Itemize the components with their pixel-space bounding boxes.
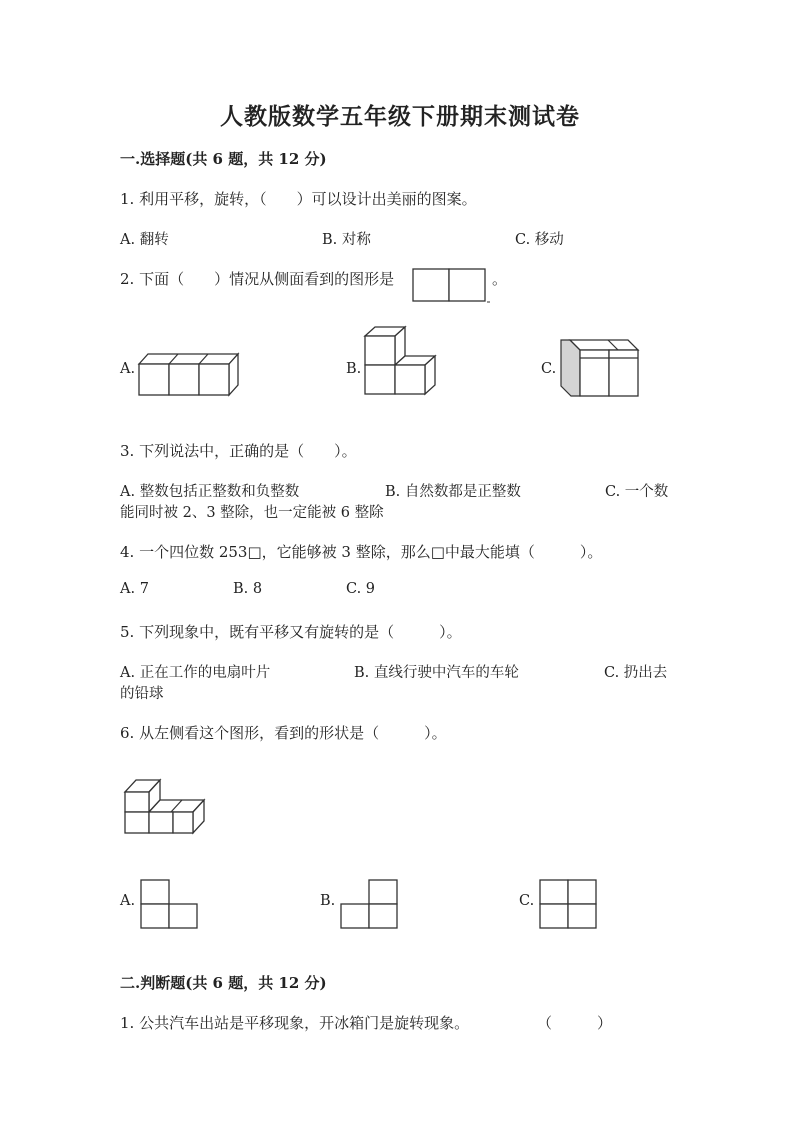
- question-4-option-b[interactable]: B. 8: [233, 581, 263, 597]
- question-1-option-b[interactable]: B. 对称: [322, 232, 371, 248]
- question-2-option-a[interactable]: A.: [120, 361, 136, 377]
- question-5-stem: 5. 下列现象中，既有平移又有旋转的是（ ）。: [120, 623, 462, 641]
- judgement-1-stem: 1. 公共汽车出站是平移现象，开冰箱门是旋转现象。: [120, 1014, 470, 1032]
- question-1-stem: 1. 利用平移，旋转，（ ）可以设计出美丽的图案。: [120, 190, 477, 208]
- question-5-option-c-continuation: 的铅球: [120, 686, 164, 702]
- question-6-option-c-figure: [539, 879, 599, 931]
- question-5-option-b[interactable]: B. 直线行驶中汽车的车轮: [354, 665, 519, 681]
- question-3-option-a[interactable]: A. 整数包括正整数和负整数: [120, 484, 300, 500]
- question-2-option-a-figure: [138, 352, 240, 396]
- question-2-option-b[interactable]: B.: [346, 361, 362, 377]
- judgement-1-answer-blank[interactable]: （ ）: [537, 1014, 613, 1032]
- question-6-option-a-figure: [140, 879, 200, 931]
- question-2-option-b-figure: [362, 326, 438, 396]
- question-6-solid-figure: [123, 776, 209, 836]
- question-3-option-b[interactable]: B. 自然数都是正整数: [385, 484, 521, 500]
- question-6-option-b[interactable]: B.: [320, 893, 336, 909]
- question-4-option-c[interactable]: C. 9: [346, 581, 376, 597]
- question-6-option-a[interactable]: A.: [120, 893, 136, 909]
- question-6-option-c[interactable]: C.: [519, 893, 535, 909]
- question-3-option-c[interactable]: C. 一个数: [605, 484, 669, 500]
- question-3-option-c-continuation: 能同时被 2、3 整除，也一定能被 6 整除: [120, 505, 384, 521]
- question-2-stem: 2. 下面（ ）情况从侧面看到的图形是: [120, 270, 395, 288]
- section-heading-choice: 一.选择题(共 6 题，共 12 分): [120, 150, 327, 168]
- page-title: 人教版数学五年级下册期末测试卷: [220, 103, 580, 130]
- question-5-option-a[interactable]: A. 正在工作的电扇叶片: [120, 665, 271, 681]
- question-2-option-c[interactable]: C.: [541, 361, 557, 377]
- question-2-stem-end: 。: [492, 270, 508, 288]
- section-heading-judgement: 二.判断题(共 6 题，共 12 分): [120, 974, 327, 992]
- question-2-option-c-figure: [558, 336, 642, 398]
- question-1-option-a[interactable]: A. 翻转: [120, 232, 169, 248]
- question-1-option-c[interactable]: C. 移动: [515, 232, 564, 248]
- question-4-option-a[interactable]: A. 7: [120, 581, 149, 597]
- question-4-stem: 4. 一个四位数 253□，它能够被 3 整除，那么□中最大能填（ ）。: [120, 543, 603, 561]
- question-2-side-view-figure: [412, 268, 492, 304]
- question-6-stem: 6. 从左侧看这个图形，看到的形状是（ ）。: [120, 724, 447, 742]
- question-3-stem: 3. 下列说法中，正确的是（ ）。: [120, 442, 357, 460]
- question-5-option-c[interactable]: C. 扔出去: [604, 665, 668, 681]
- question-6-option-b-figure: [340, 879, 400, 931]
